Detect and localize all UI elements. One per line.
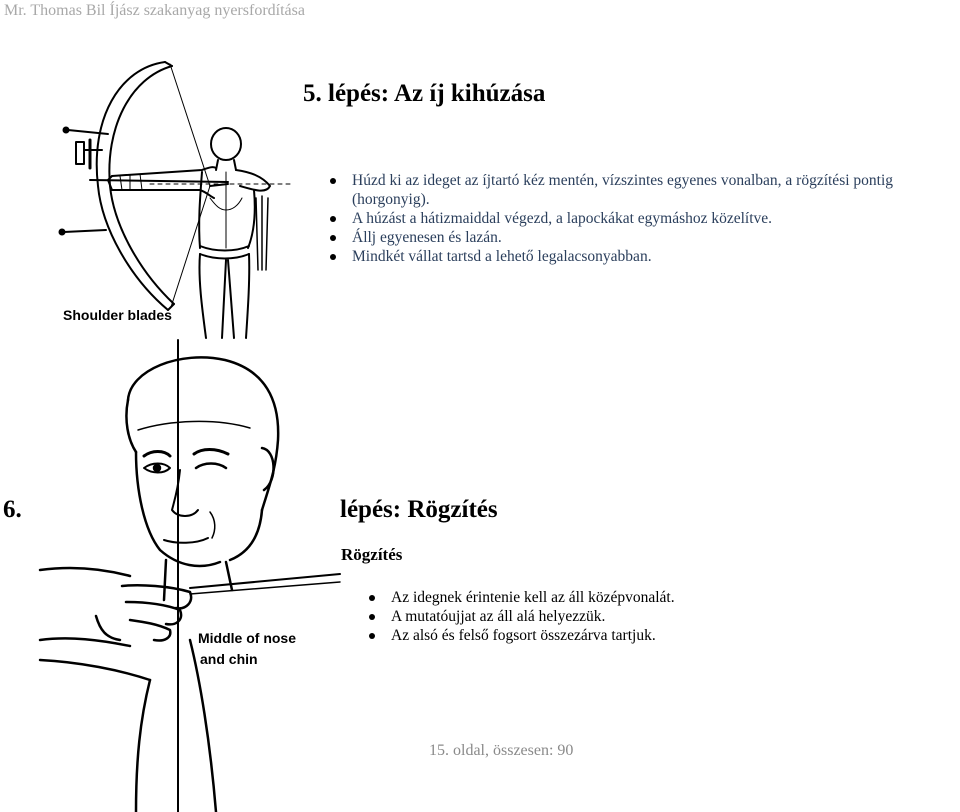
step5-title: 5. lépés: Az íj kihúzása — [303, 80, 546, 107]
list-item: Az alsó és felső fogsort összezárva tartjuk. — [367, 626, 927, 645]
list-item: Állj egyenesen és lazán. — [328, 228, 960, 247]
archer-back-illustration — [50, 48, 300, 343]
page-header: Mr. Thomas Bil Íjász szakanyag nyersfordítása — [4, 2, 305, 19]
step6-title: lépés: Rögzítés — [340, 496, 498, 523]
list-item: Az idegnek érintenie kell az áll középvonalát. — [367, 588, 927, 607]
anchor-face-illustration — [40, 340, 340, 812]
list-item: Húzd ki az ideget az íjtartó kéz mentén, vízszintes egyenes vonalban, a rögzítési pontig (horgonyig). — [328, 171, 960, 209]
list-item: Mindkét vállat tartsd a lehető legalacsonyabban. — [328, 247, 960, 266]
list-item: A húzást a hátizmaiddal végezd, a lapockákat egymáshoz közelítve. — [328, 209, 960, 228]
shoulder-blades-caption: Shoulder blades — [63, 307, 172, 323]
step6-subheading: Rögzítés — [341, 545, 403, 564]
step6-number: 6. — [3, 496, 22, 523]
step5-bullet-list — [328, 171, 960, 266]
list-item: A mutatóujjat az áll alá helyezzük. — [367, 607, 927, 626]
nose-chin-caption-line2: and chin — [200, 651, 258, 667]
nose-chin-caption-line1: Middle of nose — [198, 630, 296, 646]
page-footer: 15. oldal, összesen: 90 — [429, 742, 574, 759]
step6-bullet-list — [367, 588, 927, 645]
